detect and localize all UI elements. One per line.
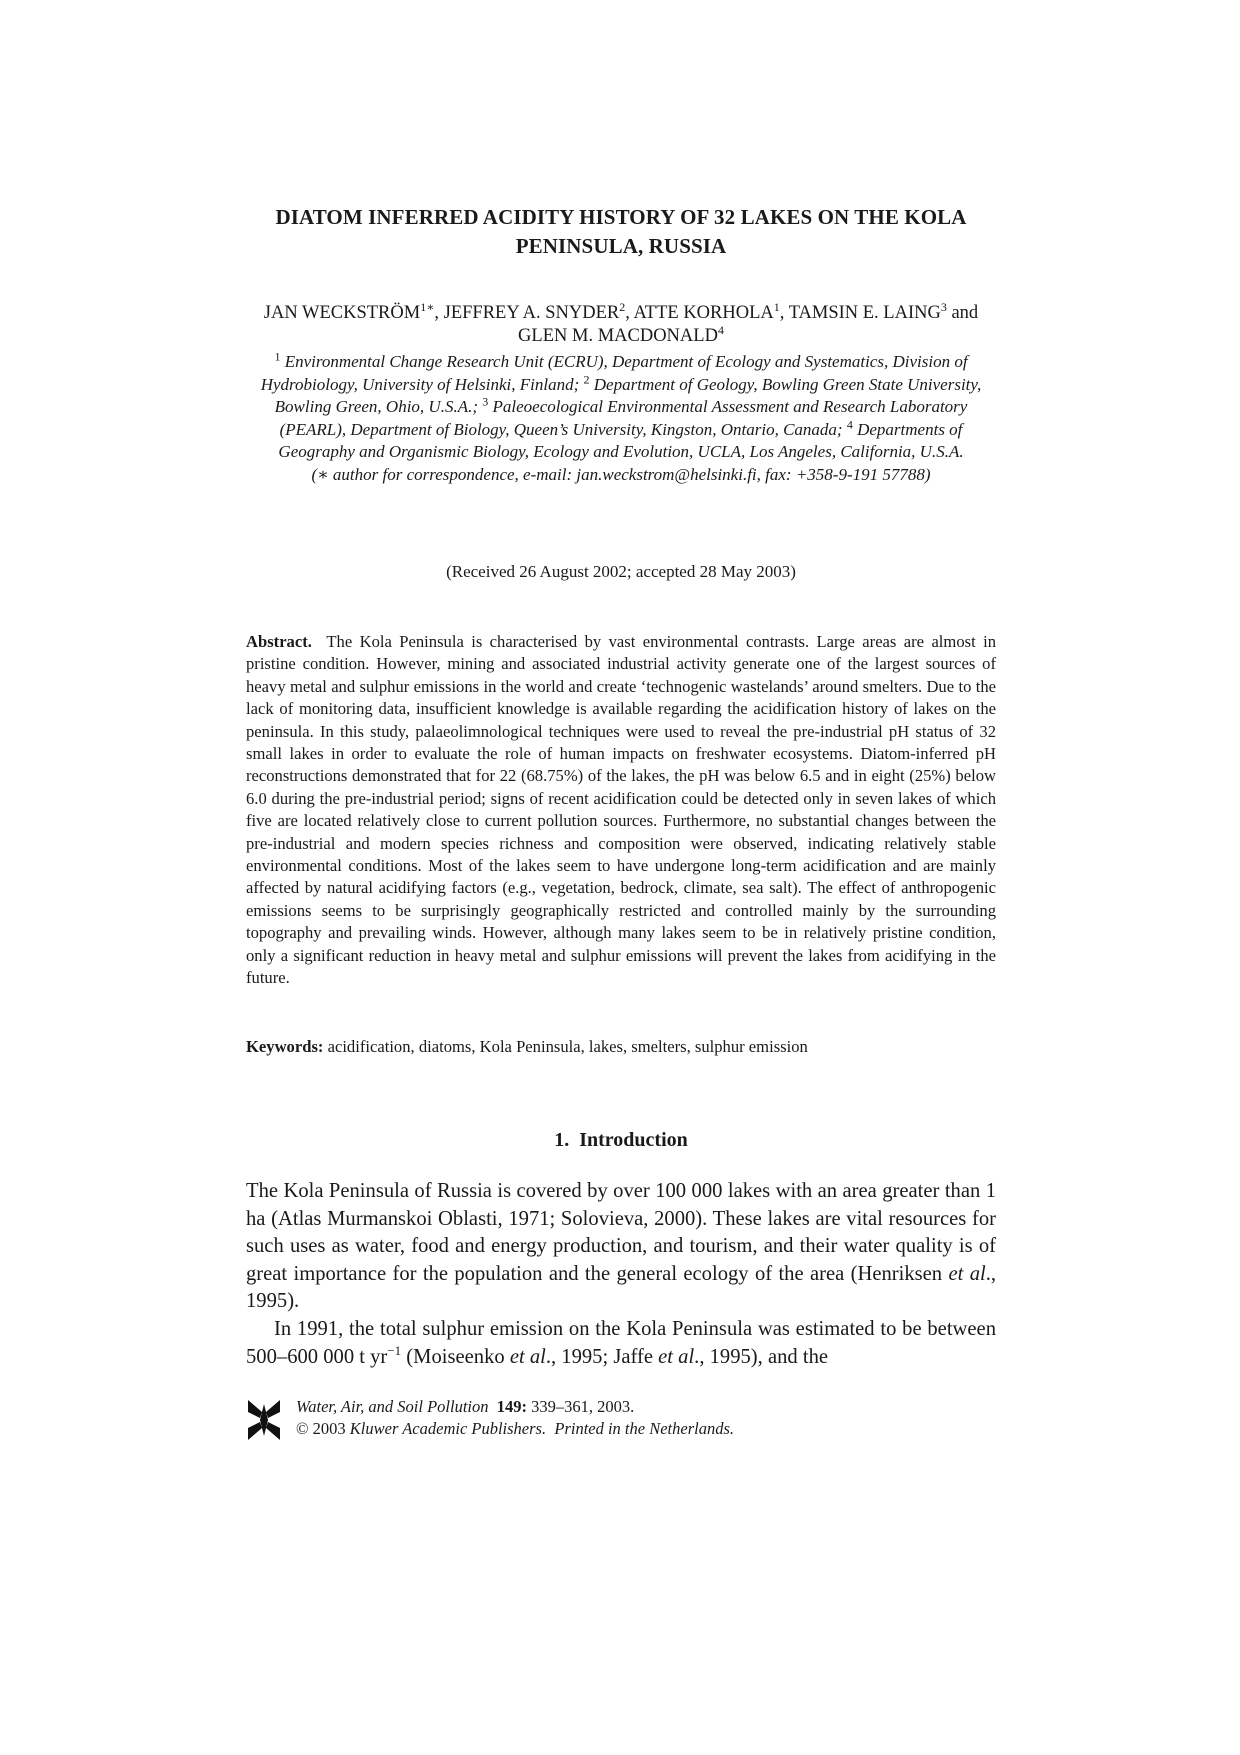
keywords-text: acidification, diatoms, Kola Peninsula, lakes, smelters, sulphur emission xyxy=(327,1037,808,1056)
journal-citation xyxy=(296,1396,996,1418)
affiliation-marker: 4 xyxy=(846,416,853,431)
intro-text: (Moiseenko xyxy=(401,1345,510,1368)
affiliation-marker: 3 xyxy=(482,394,489,409)
copyright-line xyxy=(296,1418,996,1440)
author-separator: , xyxy=(625,303,634,323)
affiliation-text: Environmental Change Research Unit (ECRU), Department of Ecology and Systematics, Division of Hydrobiology, University of Helsinki, Finland; xyxy=(260,352,968,394)
title-line-1: DIATOM INFERRED ACIDITY HISTORY OF 32 LAKES ON THE KOLA xyxy=(275,205,967,229)
introduction-body xyxy=(246,1178,996,1371)
publisher-name: Kluwer Academic Publishers. xyxy=(349,1419,547,1438)
keywords xyxy=(246,1036,996,1058)
publication-footer xyxy=(296,1396,996,1440)
abstract-text: The Kola Peninsula is characterised by vast environmental contrasts. Large areas are almost in pristine condition. However, mining and associated industrial activity generate one of the largest sources of heavy metal and sulphur emissions in the world and create ‘technogenic wastelands’ around smelters. Due to the lack of monitoring data, insufficient knowledge is available regarding the acidification history of lakes on the peninsula. In this study, palaeolimnological techniques were used to reveal the pre-industrial pH status of 32 small lakes in order to evaluate the role of human impacts on freshwater ecosystems. Diatom-inferred pH reconstructions demonstrated that for 22 (68.75%) of the lakes, the pH was below 6.5 and in eight (25%) below 6.0 during the pre-industrial period; signs of recent acidification could be detected only in seven lakes of which five are located relatively close to current pollution sources. Furthermore, no substantial changes between the pre-industrial and modern species richness and composition were observed, indicating relatively stable environmental conditions. Most of the lakes seem to have undergone long-term acidification and are mainly affected by natural acidifying factors (e.g., vegetation, bedrock, climate, sea salt). The effect of anthropogenic emissions seems to be surprisingly geographically restricted and controlled mainly by the surrounding topography and prevailing winds. However, although many lakes seem to be in relatively pristine condition, only a significant reduction in heavy metal and sulphur emissions will prevent the lakes from acidifying in the future. xyxy=(246,632,996,988)
publisher-logo-icon xyxy=(246,1398,282,1442)
author-separator: and xyxy=(946,303,979,323)
intro-paragraph-1 xyxy=(246,1178,996,1316)
keywords-label: Keywords: xyxy=(246,1037,324,1056)
correspondence-note: (∗ author for correspondence, e-mail: jan.weckstrom@helsinki.fi, fax: +358-9-191 57788) xyxy=(311,464,931,484)
author-name: JEFFREY A. SNYDER xyxy=(443,303,620,323)
abstract-label: Abstract. xyxy=(246,632,312,651)
intro-citation-etal: et al xyxy=(658,1345,695,1368)
intro-text: The Kola Peninsula of Russia is covered by over 100 000 lakes with an area greater than 1 ha (Atlas Murmanskoi Oblasti, 1971; Solovieva, 2000). These lakes are vital resources for such uses as water, food and energy production, and tourism, and their water quality is of great importance for the population and the general ecology of the area (Henriksen xyxy=(246,1180,996,1285)
author-superscript: 4 xyxy=(717,322,724,337)
intro-citation-etal: et al xyxy=(509,1345,546,1368)
journal-name: Water, Air, and Soil Pollution xyxy=(296,1397,489,1416)
author-name: TAMSIN E. LAING xyxy=(788,303,941,323)
intro-text: ., 1995; Jaffe xyxy=(545,1345,659,1368)
intro-citation-etal: et al xyxy=(948,1262,986,1285)
intro-text: ., 1995). xyxy=(246,1262,997,1313)
author-superscript: 1∗ xyxy=(420,299,435,314)
author-name: ATTE KORHOLA xyxy=(633,303,774,323)
author-superscript: 1 xyxy=(773,299,780,314)
journal-pages: 339–361, 2003. xyxy=(531,1397,635,1416)
author-list xyxy=(246,299,996,348)
unit-exponent: −1 xyxy=(387,1342,402,1358)
abstract xyxy=(246,631,996,990)
author-separator: , xyxy=(779,303,789,323)
intro-text: In 1991, the total sulphur emission on the Kola Peninsula was estimated to be between 500–600 000 t yr xyxy=(246,1317,996,1368)
affiliation-text: Paleoecological Environmental Assessment and Research Laboratory (PEARL), Department of Biology, Queen’s University, Kingston, Ontario, Canada; xyxy=(279,397,968,439)
section-number: 1. xyxy=(554,1129,570,1151)
paper-title xyxy=(246,203,996,261)
affiliation-marker: 2 xyxy=(583,371,590,386)
author-superscript: 3 xyxy=(940,299,947,314)
author-separator: , xyxy=(434,303,444,323)
section-title: Introduction xyxy=(579,1129,688,1151)
copyright-year: © 2003 xyxy=(296,1419,346,1438)
affiliation-text: Departments of Geography and Organismic Biology, Ecology and Evolution, UCLA, Los Angeles, California, U.S.A. xyxy=(278,419,964,461)
affiliation-text: Department of Geology, Bowling Green State University, Bowling Green, Ohio, U.S.A.; xyxy=(274,374,982,416)
title-line-2: PENINSULA, RUSSIA xyxy=(515,234,727,258)
section-heading xyxy=(246,1127,996,1153)
affiliation-marker: 1 xyxy=(274,349,281,364)
journal-volume: 149: xyxy=(496,1397,528,1416)
intro-paragraph-2 xyxy=(246,1316,996,1371)
affiliations xyxy=(246,351,996,486)
author-superscript: 2 xyxy=(619,299,626,314)
author-name: JAN WECKSTRÖM xyxy=(263,303,421,323)
received-dates: (Received 26 August 2002; accepted 28 May 2003) xyxy=(446,562,796,581)
intro-text: ., 1995), and the xyxy=(694,1345,829,1368)
printed-note: Printed in the Netherlands. xyxy=(554,1419,735,1438)
author-name: GLEN M. MACDONALD xyxy=(518,326,718,346)
